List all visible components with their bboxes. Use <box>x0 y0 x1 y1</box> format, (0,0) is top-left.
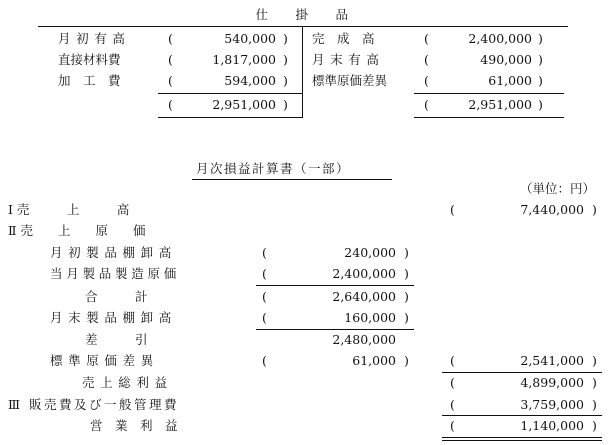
row-right-amount-1: 7,440,000 <box>520 202 584 217</box>
row-right-open-9: ( <box>450 375 455 390</box>
credit-label-1: 完 成 高 <box>312 31 375 46</box>
debit-close-1: ) <box>283 31 288 46</box>
credit-total-close: ) <box>538 97 543 112</box>
row-right-close-1: ) <box>592 202 597 217</box>
debit-label-1: 月初有高 <box>58 31 131 46</box>
double-rule-b <box>442 440 602 441</box>
row-mid-open-5: ( <box>262 289 267 304</box>
credit-close-3: ) <box>538 73 543 88</box>
row-mid-close-8: ) <box>404 353 409 368</box>
debit-amount-1: 540,000 <box>224 31 276 46</box>
row-right-amount-10: 3,759,000 <box>520 397 584 412</box>
credit-label-3: 標準原価差異 <box>312 73 388 88</box>
debit-close-3: ) <box>283 73 288 88</box>
row-mid-amount-5: 2,640,000 <box>332 289 396 304</box>
debit-close-2: ) <box>283 52 288 67</box>
row-label-total: 合 計 <box>85 289 148 304</box>
row-label-standard-cost-variance: 標準原価差異 <box>50 353 159 368</box>
credit-total-rule <box>414 93 564 94</box>
row-label-closing-inventory: 月末製品棚卸高 <box>50 310 177 325</box>
debit-bottom-rule <box>158 117 302 118</box>
statement-title: 月次損益計算書（一部） <box>196 161 351 176</box>
credit-close-2: ) <box>538 52 543 67</box>
row-mid-open-6: ( <box>262 310 267 325</box>
row-mid-amount-7: 2,480,000 <box>332 332 396 347</box>
row-label-cost-of-sales: Ⅱ 売 上 原 価 <box>8 223 146 238</box>
row-mid-close-4: ) <box>404 266 409 281</box>
debit-total-close: ) <box>283 97 288 112</box>
row-right-open-8: ( <box>450 353 455 368</box>
row-mid-amount-4: 2,400,000 <box>332 266 396 281</box>
row-right-amount-11: 1,140,000 <box>520 418 584 433</box>
row-label-sales: Ⅰ 売 上 高 <box>8 202 130 217</box>
debit-total-open: ( <box>168 97 173 112</box>
row-mid-close-3: ) <box>404 245 409 260</box>
row-right-open-10: ( <box>450 397 455 412</box>
credit-open-2: ( <box>424 52 429 67</box>
subtotal-rule-4 <box>442 415 602 416</box>
row-mid-close-6: ) <box>404 310 409 325</box>
row-label-operating-income: 営 業 利 益 <box>90 418 178 433</box>
row-right-close-10: ) <box>592 397 597 412</box>
credit-label-2: 月末有高 <box>312 52 385 67</box>
credit-amount-3: 61,000 <box>488 73 532 88</box>
credit-amount-2: 490,000 <box>480 52 532 67</box>
subtotal-rule-2 <box>256 329 414 330</box>
debit-label-2: 直接材料費 <box>58 52 121 67</box>
row-label-gross-profit: 売上総利益 <box>82 375 173 390</box>
row-mid-open-8: ( <box>262 353 267 368</box>
row-label-sga: Ⅲ 販売費及び一般管理費 <box>8 397 180 412</box>
row-mid-amount-3: 240,000 <box>344 245 396 260</box>
row-mid-amount-6: 160,000 <box>344 310 396 325</box>
row-label-opening-inventory: 月初製品棚卸高 <box>50 245 177 260</box>
row-right-close-8: ) <box>592 353 597 368</box>
subtotal-rule-1 <box>256 285 414 286</box>
credit-close-1: ) <box>538 31 543 46</box>
t-account-center-rule <box>302 26 303 118</box>
debit-open-2: ( <box>168 52 173 67</box>
debit-label-3: 加 工 費 <box>58 73 121 88</box>
statement-unit: （単位：円） <box>520 181 596 196</box>
row-mid-amount-8: 61,000 <box>352 353 396 368</box>
credit-amount-1: 2,400,000 <box>468 31 532 46</box>
row-right-open-1: ( <box>450 202 455 217</box>
debit-total-rule <box>158 93 302 94</box>
row-right-amount-8: 2,541,000 <box>520 353 584 368</box>
credit-total-amount: 2,951,000 <box>468 97 532 112</box>
debit-open-3: ( <box>168 73 173 88</box>
row-right-close-9: ) <box>592 375 597 390</box>
subtotal-rule-3 <box>442 372 602 373</box>
row-label-difference: 差 引 <box>85 332 148 347</box>
credit-open-3: ( <box>424 73 429 88</box>
row-right-close-11: ) <box>592 418 597 433</box>
t-account-title: 仕 掛 品 <box>255 7 356 22</box>
row-mid-open-3: ( <box>262 245 267 260</box>
debit-amount-2: 1,817,000 <box>212 52 276 67</box>
row-mid-close-5: ) <box>404 289 409 304</box>
credit-open-1: ( <box>424 31 429 46</box>
debit-amount-3: 594,000 <box>224 73 276 88</box>
row-right-open-11: ( <box>450 418 455 433</box>
t-account-top-rule <box>38 26 568 27</box>
debit-total-amount: 2,951,000 <box>212 97 276 112</box>
row-label-manufacturing-cost: 当月製品製造原価 <box>50 266 181 281</box>
credit-total-open: ( <box>424 97 429 112</box>
statement-title-underline <box>192 179 392 180</box>
debit-open-1: ( <box>168 31 173 46</box>
row-mid-open-4: ( <box>262 266 267 281</box>
row-right-amount-9: 4,899,000 <box>520 375 584 390</box>
double-rule-a <box>442 437 602 438</box>
credit-bottom-rule <box>414 117 564 118</box>
